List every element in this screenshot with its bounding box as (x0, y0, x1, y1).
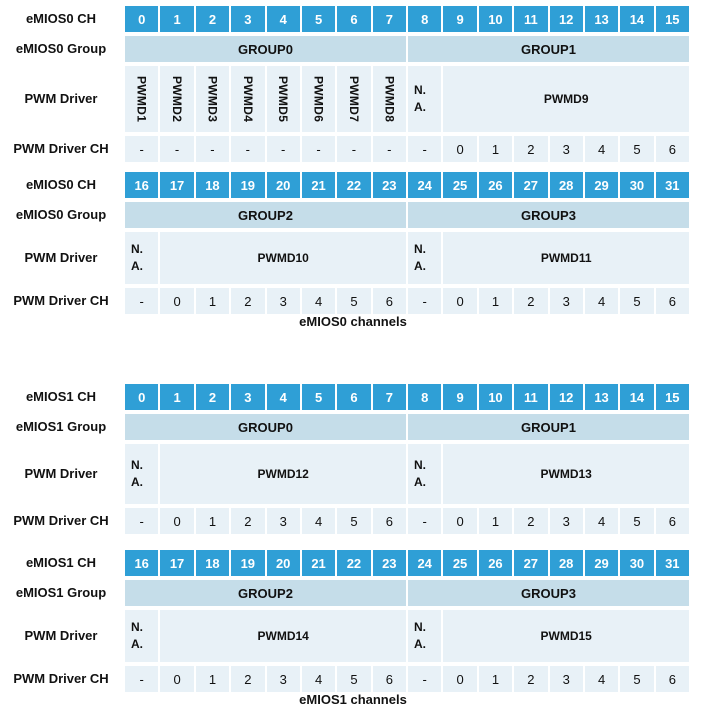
channel-cell: 16 (125, 172, 158, 198)
driver-ch-cell: - (408, 666, 441, 692)
group-cell: GROUP2 (125, 580, 406, 606)
driver-ch-cell: 6 (656, 136, 689, 162)
pwm-driver-label: N. A. (131, 242, 143, 273)
channel-cell: 5 (302, 384, 335, 410)
channel-cell: 14 (620, 384, 653, 410)
channel-cell: 28 (550, 550, 583, 576)
row-label: eMIOS1 CH (25, 389, 97, 404)
channel-cell: 20 (267, 172, 300, 198)
channel-cell: 4 (267, 384, 300, 410)
driver-ch-cell: 6 (656, 508, 689, 534)
row-label: eMIOS0 Group (15, 207, 107, 222)
channel-cell: 18 (196, 172, 229, 198)
channel-cell: 23 (373, 550, 406, 576)
channel-cell: 26 (479, 550, 512, 576)
pwm-driver-cell (443, 232, 689, 284)
driver-ch-cell: - (160, 136, 193, 162)
pwm-driver-label: PWMD4 (240, 75, 255, 123)
na-cell (125, 444, 158, 504)
driver-ch-cell: 0 (443, 666, 476, 692)
channel-cell: 30 (620, 550, 653, 576)
channel-cell: 2 (196, 384, 229, 410)
channel-cell: 21 (302, 550, 335, 576)
driver-ch-cell: - (125, 288, 158, 314)
channel-cell: 0 (125, 6, 158, 32)
driver-ch-cell: - (302, 136, 335, 162)
driver-ch-cell: 3 (550, 136, 583, 162)
driver-ch-cell: 5 (620, 136, 653, 162)
channel-cell: 11 (514, 384, 547, 410)
emios1-table-ch0-15 (0, 384, 706, 538)
driver-ch-cell: 4 (585, 666, 618, 692)
driver-ch-cell: 6 (373, 666, 406, 692)
channel-cell: 30 (620, 172, 653, 198)
channel-cell: 6 (337, 6, 370, 32)
row-label: PWM Driver (24, 250, 98, 265)
pwm-driver-cell (373, 66, 406, 132)
pwm-driver-cell (443, 66, 689, 132)
pwm-driver-label: N. A. (414, 242, 426, 273)
channel-cell: 10 (479, 6, 512, 32)
pwm-driver-label: PWMD5 (276, 75, 291, 123)
pwm-driver-cell (267, 66, 300, 132)
driver-ch-cell: - (231, 136, 264, 162)
driver-ch-cell: 6 (373, 288, 406, 314)
driver-ch-cell: 4 (302, 666, 335, 692)
group-cell: GROUP3 (408, 202, 689, 228)
channel-cell: 14 (620, 6, 653, 32)
driver-ch-cell: 4 (302, 508, 335, 534)
channel-cell: 24 (408, 172, 441, 198)
driver-ch-cell: 4 (585, 508, 618, 534)
pwm-driver-cell (443, 610, 689, 662)
driver-ch-cell: 2 (231, 288, 264, 314)
group-cell: GROUP0 (125, 36, 406, 62)
driver-ch-cell: 2 (231, 666, 264, 692)
channel-cell: 9 (443, 384, 476, 410)
channel-cell: 13 (585, 384, 618, 410)
driver-ch-cell: 2 (514, 666, 547, 692)
row-label: PWM Driver (24, 91, 98, 106)
driver-ch-cell: 0 (443, 288, 476, 314)
driver-ch-cell: - (125, 136, 158, 162)
emios0-table-ch0-15 (0, 6, 706, 166)
driver-ch-cell: 1 (479, 666, 512, 692)
na-cell (125, 610, 158, 662)
driver-ch-cell: - (337, 136, 370, 162)
driver-ch-cell: 0 (160, 666, 193, 692)
pwm-driver-cell (160, 66, 193, 132)
pwm-driver-cell (337, 66, 370, 132)
pwm-driver-label: PWMD2 (170, 75, 185, 123)
driver-ch-cell: 3 (267, 508, 300, 534)
driver-ch-cell: 6 (373, 508, 406, 534)
pwm-driver-cell (160, 232, 406, 284)
channel-cell: 25 (443, 172, 476, 198)
driver-ch-cell: 0 (160, 288, 193, 314)
driver-ch-cell: 4 (585, 288, 618, 314)
pwm-driver-cell (160, 610, 406, 662)
driver-ch-cell: 1 (196, 508, 229, 534)
channel-cell: 29 (585, 550, 618, 576)
driver-ch-cell: 5 (337, 666, 370, 692)
channel-cell: 10 (479, 384, 512, 410)
pwm-driver-label: PWMD3 (205, 75, 220, 123)
pwm-driver-label: PWMD13 (540, 467, 592, 481)
driver-ch-cell: 5 (337, 508, 370, 534)
na-cell (408, 66, 441, 132)
channel-cell: 31 (656, 550, 689, 576)
driver-ch-cell: 3 (550, 666, 583, 692)
row-label: PWM Driver (24, 628, 98, 643)
channel-cell: 25 (443, 550, 476, 576)
driver-ch-cell: 6 (656, 288, 689, 314)
driver-ch-cell: - (408, 508, 441, 534)
channel-cell: 2 (196, 6, 229, 32)
channel-cell: 23 (373, 172, 406, 198)
driver-ch-cell: 1 (479, 136, 512, 162)
channel-cell: 27 (514, 172, 547, 198)
driver-ch-cell: - (373, 136, 406, 162)
row-label: eMIOS1 Group (15, 585, 107, 600)
channel-cell: 0 (125, 384, 158, 410)
pwm-driver-cell (160, 444, 406, 504)
na-cell (125, 232, 158, 284)
channel-cell: 7 (373, 384, 406, 410)
channel-cell: 15 (656, 384, 689, 410)
channel-cell: 15 (656, 6, 689, 32)
group-cell: GROUP0 (125, 414, 406, 440)
emios1-table-ch16-31 (0, 550, 706, 696)
row-label: PWM Driver CH (13, 293, 109, 308)
driver-ch-cell: 2 (514, 136, 547, 162)
channel-cell: 20 (267, 550, 300, 576)
driver-ch-cell: 0 (160, 508, 193, 534)
channel-cell: 12 (550, 6, 583, 32)
channel-cell: 17 (160, 550, 193, 576)
pwm-driver-label: PWMD6 (311, 75, 326, 123)
pwm-driver-label: PWMD8 (382, 75, 397, 123)
driver-ch-cell: 5 (620, 288, 653, 314)
driver-ch-cell: 2 (514, 288, 547, 314)
channel-cell: 16 (125, 550, 158, 576)
row-label: eMIOS1 CH (25, 555, 97, 570)
channel-cell: 3 (231, 384, 264, 410)
pwm-driver-label: N. A. (131, 458, 143, 489)
driver-ch-cell: - (267, 136, 300, 162)
group-cell: GROUP1 (408, 414, 689, 440)
channel-cell: 22 (337, 172, 370, 198)
driver-ch-cell: 5 (620, 508, 653, 534)
emios1-caption: eMIOS1 channels (299, 692, 407, 707)
channel-cell: 3 (231, 6, 264, 32)
channel-cell: 18 (196, 550, 229, 576)
pwm-driver-label: PWMD7 (346, 75, 361, 123)
driver-ch-cell: 0 (443, 508, 476, 534)
pwm-driver-cell (302, 66, 335, 132)
na-cell (408, 232, 441, 284)
channel-cell: 19 (231, 550, 264, 576)
pwm-driver-cell (443, 444, 689, 504)
channel-cell: 17 (160, 172, 193, 198)
group-cell: GROUP1 (408, 36, 689, 62)
driver-ch-cell: 5 (620, 666, 653, 692)
pwm-driver-label: PWMD15 (540, 629, 592, 643)
channel-cell: 13 (585, 6, 618, 32)
channel-cell: 19 (231, 172, 264, 198)
driver-ch-cell: 1 (479, 508, 512, 534)
channel-cell: 11 (514, 6, 547, 32)
emios0-caption: eMIOS0 channels (299, 314, 407, 329)
channel-cell: 5 (302, 6, 335, 32)
pwm-driver-label: N. A. (414, 620, 426, 651)
na-cell (408, 610, 441, 662)
channel-cell: 31 (656, 172, 689, 198)
row-label: PWM Driver (24, 466, 98, 481)
pwm-driver-label: PWMD14 (257, 629, 309, 643)
pwm-driver-label: N. A. (414, 458, 426, 489)
channel-cell: 8 (408, 6, 441, 32)
driver-ch-cell: 0 (443, 136, 476, 162)
channel-cell: 28 (550, 172, 583, 198)
pwm-driver-label: PWMD1 (134, 75, 149, 123)
channel-cell: 29 (585, 172, 618, 198)
channel-cell: 4 (267, 6, 300, 32)
pwm-driver-label: PWMD12 (257, 467, 309, 481)
group-cell: GROUP2 (125, 202, 406, 228)
pwm-driver-label: N. A. (131, 620, 143, 651)
driver-ch-cell: - (125, 508, 158, 534)
pwm-driver-label: PWMD11 (540, 251, 592, 265)
channel-cell: 26 (479, 172, 512, 198)
pwm-driver-cell (231, 66, 264, 132)
driver-ch-cell: 3 (550, 508, 583, 534)
row-label: eMIOS0 CH (25, 11, 97, 26)
driver-ch-cell: - (196, 136, 229, 162)
driver-ch-cell: - (408, 136, 441, 162)
row-label: eMIOS1 Group (15, 419, 107, 434)
channel-cell: 24 (408, 550, 441, 576)
driver-ch-cell: 3 (550, 288, 583, 314)
driver-ch-cell: - (125, 666, 158, 692)
channel-cell: 1 (160, 6, 193, 32)
row-label: eMIOS0 Group (15, 41, 107, 56)
na-cell (408, 444, 441, 504)
channel-cell: 27 (514, 550, 547, 576)
driver-ch-cell: 6 (656, 666, 689, 692)
channel-cell: 6 (337, 384, 370, 410)
pwm-driver-label: N. A. (414, 83, 426, 114)
driver-ch-cell: 2 (514, 508, 547, 534)
channel-cell: 12 (550, 384, 583, 410)
driver-ch-cell: 4 (302, 288, 335, 314)
pwm-driver-cell (196, 66, 229, 132)
pwm-driver-label: PWMD9 (543, 92, 589, 106)
driver-ch-cell: 4 (585, 136, 618, 162)
emios0-table-ch16-31 (0, 172, 706, 318)
channel-cell: 7 (373, 6, 406, 32)
row-label: eMIOS0 CH (25, 177, 97, 192)
row-label: PWM Driver CH (13, 141, 109, 156)
group-cell: GROUP3 (408, 580, 689, 606)
channel-cell: 22 (337, 550, 370, 576)
channel-cell: 21 (302, 172, 335, 198)
pwm-driver-label: PWMD10 (257, 251, 309, 265)
row-label: PWM Driver CH (13, 671, 109, 686)
driver-ch-cell: 3 (267, 288, 300, 314)
driver-ch-cell: 5 (337, 288, 370, 314)
driver-ch-cell: 2 (231, 508, 264, 534)
row-label: PWM Driver CH (13, 513, 109, 528)
driver-ch-cell: - (408, 288, 441, 314)
driver-ch-cell: 1 (196, 288, 229, 314)
channel-cell: 8 (408, 384, 441, 410)
driver-ch-cell: 3 (267, 666, 300, 692)
driver-ch-cell: 1 (196, 666, 229, 692)
pwm-driver-cell (125, 66, 158, 132)
channel-cell: 1 (160, 384, 193, 410)
channel-cell: 9 (443, 6, 476, 32)
driver-ch-cell: 1 (479, 288, 512, 314)
